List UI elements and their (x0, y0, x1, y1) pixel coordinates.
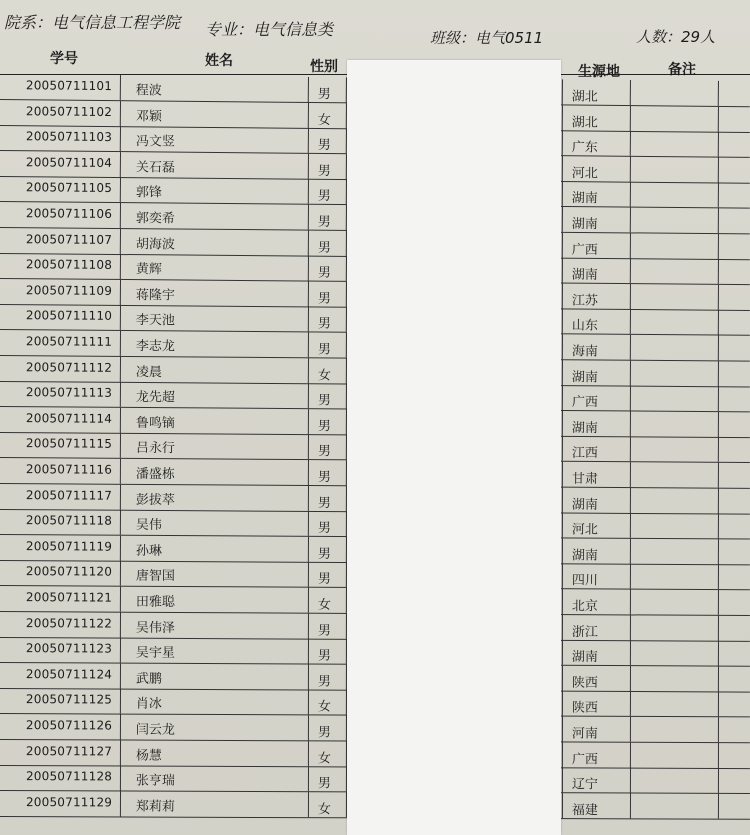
student-origin-cell: 广西 (571, 242, 598, 258)
student-origin-cell: 广西 (571, 395, 598, 411)
column-divider (120, 612, 121, 637)
column-divider (562, 105, 563, 130)
student-origin-cell: 湖南 (571, 267, 598, 284)
student-sex-cell: 男 (317, 342, 331, 358)
student-origin-cell: 陕西 (571, 675, 598, 691)
column-divider (718, 692, 719, 717)
column-divider (562, 487, 563, 512)
student-name-cell: 郑莉莉 (135, 799, 175, 815)
column-divider (718, 183, 719, 208)
column-divider (718, 514, 719, 539)
column-divider (562, 538, 563, 563)
student-sex-cell: 男 (317, 240, 331, 256)
student-id-cell: 20050711129 (25, 794, 113, 810)
column-divider (120, 177, 121, 202)
column-divider (120, 101, 121, 126)
student-id-cell: 20050711107 (25, 231, 113, 247)
column-divider (120, 433, 121, 458)
student-id-cell: 20050711127 (25, 743, 113, 759)
column-divider (718, 793, 719, 818)
column-divider (120, 663, 121, 688)
column-divider (630, 691, 631, 716)
student-id-cell: 20050711124 (25, 666, 113, 682)
column-divider (630, 589, 631, 614)
column-divider (120, 459, 121, 484)
student-sex-cell: 男 (317, 265, 331, 281)
column-divider (718, 463, 719, 488)
column-divider (718, 81, 719, 106)
student-sex-cell: 男 (317, 521, 331, 537)
sheet-header (0, 0, 750, 48)
student-name-cell: 杨慧 (135, 748, 162, 764)
column-divider (562, 156, 563, 181)
student-name-cell: 郭奕希 (135, 211, 175, 227)
student-name-cell: 彭拔萃 (135, 492, 175, 508)
student-origin-cell: 河南 (571, 726, 598, 742)
column-divider (630, 640, 631, 665)
student-origin-cell: 湖北 (571, 89, 598, 105)
student-sex-cell: 女 (317, 112, 331, 128)
student-name-cell: 凌晨 (135, 364, 162, 380)
column-divider (718, 768, 719, 793)
column-divider (308, 383, 309, 408)
student-origin-cell: 福建 (571, 802, 598, 819)
count-label: 人数：29人 (636, 28, 716, 46)
student-id-cell: 20050711128 (25, 769, 113, 784)
column-divider (630, 360, 631, 385)
column-divider (630, 411, 631, 436)
column-divider (718, 717, 719, 742)
student-sex-cell: 女 (317, 597, 331, 613)
student-sex-cell: 男 (317, 316, 331, 332)
student-origin-cell: 湖南 (571, 191, 598, 207)
column-divider (562, 640, 563, 665)
column-divider (562, 181, 563, 206)
column-divider (120, 561, 121, 586)
column-divider (562, 258, 563, 283)
column-divider (630, 284, 631, 309)
col-header-origin: 生源地 (578, 64, 620, 80)
student-sex-cell: 男 (317, 418, 331, 435)
column-divider (562, 283, 563, 308)
column-divider (308, 358, 309, 383)
student-id-cell: 20050711115 (25, 436, 113, 452)
student-id-cell: 20050711114 (25, 410, 113, 426)
student-name-cell: 吕永行 (135, 441, 175, 457)
column-divider (562, 767, 563, 792)
student-name-cell: 田雅聪 (135, 594, 175, 610)
student-name-cell: 李志龙 (135, 339, 175, 355)
column-divider (308, 613, 309, 638)
student-sex-cell: 男 (317, 87, 331, 103)
column-divider (630, 462, 631, 487)
student-origin-cell: 广东 (571, 140, 598, 156)
student-sex-cell: 男 (317, 648, 331, 664)
column-divider (630, 437, 631, 462)
column-divider (562, 665, 563, 690)
column-divider (718, 361, 719, 386)
column-divider (308, 179, 309, 204)
student-id-cell: 20050711122 (25, 615, 113, 631)
column-divider (630, 106, 631, 131)
student-origin-cell: 湖南 (571, 216, 598, 233)
column-divider (308, 792, 309, 817)
student-sex-cell: 女 (317, 801, 331, 818)
column-divider (308, 409, 309, 434)
column-divider (630, 564, 631, 589)
column-divider (308, 639, 309, 664)
student-sex-cell: 男 (317, 572, 331, 588)
column-divider (562, 513, 563, 538)
column-divider (120, 305, 121, 330)
column-divider (120, 356, 121, 381)
column-divider (630, 717, 631, 742)
column-divider (562, 716, 563, 741)
student-name-cell: 蒋隆宇 (135, 287, 175, 304)
column-divider (630, 615, 631, 640)
column-divider (308, 205, 309, 230)
column-divider (630, 768, 631, 793)
dept-label: 院系：电气信息工程学院 (4, 13, 181, 32)
column-divider (718, 641, 719, 666)
column-divider (718, 488, 719, 513)
column-divider (630, 742, 631, 767)
column-divider (120, 203, 121, 228)
column-divider (718, 437, 719, 462)
student-name-cell: 孙琳 (135, 543, 162, 559)
student-name-cell: 邓颖 (135, 108, 162, 125)
major-label: 专业：电气信息类 (205, 20, 334, 39)
column-divider (718, 564, 719, 589)
column-divider (308, 154, 309, 179)
column-divider (630, 80, 631, 105)
student-id-cell: 20050711119 (25, 538, 113, 554)
column-divider (718, 132, 719, 157)
student-id-cell: 20050711117 (25, 487, 113, 503)
student-id-cell: 20050711106 (25, 206, 113, 221)
student-origin-cell: 江西 (571, 446, 598, 462)
student-name-cell: 冯文竖 (135, 134, 175, 150)
column-divider (630, 258, 631, 283)
column-divider (718, 743, 719, 768)
student-id-cell: 20050711125 (25, 692, 113, 707)
column-divider (630, 182, 631, 207)
column-divider (120, 408, 121, 433)
student-sex-cell: 男 (317, 444, 331, 460)
student-sex-cell: 男 (317, 674, 331, 690)
student-id-cell: 20050711110 (25, 308, 113, 324)
student-name-cell: 吴伟泽 (135, 620, 175, 636)
privacy-cover-paper (347, 60, 561, 835)
student-name-cell: 吴宇星 (135, 645, 175, 662)
column-divider (308, 256, 309, 281)
student-origin-cell: 浙江 (571, 624, 598, 640)
student-name-cell: 武鹏 (135, 671, 162, 687)
column-divider (718, 335, 719, 360)
column-divider (718, 539, 719, 564)
column-divider (562, 79, 563, 104)
column-divider (120, 535, 121, 560)
column-divider (562, 232, 563, 257)
column-divider (630, 513, 631, 538)
student-id-cell: 20050711123 (25, 641, 113, 656)
column-divider (630, 488, 631, 513)
column-divider (120, 689, 121, 714)
student-origin-cell: 湖南 (571, 548, 598, 564)
student-id-cell: 20050711108 (25, 257, 113, 273)
student-origin-cell: 广西 (571, 751, 598, 768)
student-origin-cell: 陕西 (571, 701, 598, 717)
column-divider (562, 334, 563, 359)
student-sex-cell: 男 (317, 546, 331, 562)
student-name-cell: 潘盛栋 (135, 466, 175, 483)
student-sex-cell: 男 (317, 189, 331, 205)
column-divider (120, 484, 121, 509)
student-sex-cell: 男 (317, 393, 331, 409)
column-divider (718, 590, 719, 615)
student-id-cell: 20050711104 (25, 155, 113, 170)
column-divider (630, 309, 631, 334)
student-origin-cell: 湖北 (571, 114, 598, 131)
student-name-cell: 肖冰 (135, 697, 162, 713)
column-divider (308, 332, 309, 357)
student-id-cell: 20050711116 (25, 462, 113, 477)
student-name-cell: 胡海波 (135, 236, 175, 253)
col-header-name: 姓名 (205, 53, 233, 69)
student-sex-cell: 男 (317, 470, 331, 486)
column-divider (308, 766, 309, 791)
student-sex-cell: 女 (317, 750, 331, 766)
column-divider (308, 77, 309, 102)
student-origin-cell: 四川 (571, 573, 598, 589)
column-divider (630, 156, 631, 181)
student-name-cell: 吴伟 (135, 518, 162, 534)
student-sex-cell: 男 (317, 291, 331, 307)
student-id-cell: 20050711105 (25, 180, 113, 196)
student-name-cell: 龙先超 (135, 390, 175, 406)
column-divider (120, 75, 121, 100)
student-origin-cell: 湖南 (571, 420, 598, 436)
student-id-cell: 20050711121 (25, 590, 113, 605)
student-sex-cell: 男 (317, 725, 331, 741)
column-divider (630, 666, 631, 691)
student-origin-cell: 辽宁 (571, 777, 598, 793)
column-divider (308, 741, 309, 766)
student-sex-cell: 男 (317, 776, 331, 792)
col-header-id: 学号 (50, 51, 78, 67)
student-id-cell: 20050711102 (25, 103, 113, 119)
column-divider (562, 615, 563, 640)
student-name-cell: 鲁鸣镝 (135, 415, 175, 431)
column-divider (562, 436, 563, 461)
col-header-note: 备注 (668, 62, 696, 78)
student-name-cell: 关石磊 (135, 160, 175, 176)
column-divider (630, 793, 631, 818)
student-id-cell: 20050711101 (25, 78, 113, 94)
student-id-cell: 20050711112 (25, 359, 113, 375)
column-divider (308, 281, 309, 306)
student-sex-cell: 男 (317, 163, 331, 179)
student-origin-cell: 湖南 (571, 369, 598, 385)
column-divider (630, 386, 631, 411)
student-origin-cell: 湖南 (571, 650, 598, 666)
column-divider (120, 229, 121, 254)
column-divider (562, 130, 563, 155)
class-label: 班级：电气0511 (430, 29, 544, 47)
student-sex-cell: 男 (317, 138, 331, 154)
student-id-cell: 20050711109 (25, 283, 113, 298)
student-sex-cell: 男 (317, 495, 331, 511)
student-origin-cell: 山东 (571, 318, 598, 335)
column-divider (562, 589, 563, 614)
column-divider (120, 766, 121, 791)
student-name-cell: 唐智国 (135, 569, 175, 585)
column-divider (630, 233, 631, 258)
student-sex-cell: 男 (317, 623, 331, 639)
student-id-cell: 20050711126 (25, 718, 113, 733)
column-divider (120, 254, 121, 279)
column-divider (718, 234, 719, 259)
column-divider (308, 460, 309, 485)
column-divider (308, 588, 309, 613)
column-divider (120, 587, 121, 612)
col-header-sex: 性别 (310, 59, 338, 75)
student-origin-cell: 江苏 (571, 293, 598, 309)
column-divider (308, 562, 309, 587)
column-divider (718, 386, 719, 411)
column-divider (308, 434, 309, 459)
student-origin-cell: 北京 (571, 599, 598, 615)
column-divider (308, 715, 309, 740)
student-sex-cell: 女 (317, 367, 331, 384)
column-divider (718, 310, 719, 335)
column-divider (308, 664, 309, 689)
student-id-cell: 20050711113 (25, 385, 113, 400)
student-origin-cell: 河北 (571, 165, 598, 182)
student-name-cell: 闫云龙 (135, 722, 175, 738)
column-divider (562, 462, 563, 487)
column-divider (308, 690, 309, 715)
student-name-cell: 郭锋 (135, 185, 162, 201)
column-divider (562, 309, 563, 334)
column-divider (120, 740, 121, 765)
student-name-cell: 张亨瑞 (135, 773, 175, 789)
column-divider (630, 207, 631, 232)
student-id-cell: 20050711111 (25, 334, 113, 349)
column-divider (630, 335, 631, 360)
column-divider (562, 360, 563, 385)
student-origin-cell: 河北 (571, 522, 598, 538)
column-divider (308, 102, 309, 127)
column-divider (718, 615, 719, 640)
student-name-cell: 程波 (135, 83, 162, 99)
student-id-cell: 20050711103 (25, 129, 113, 145)
column-divider (308, 230, 309, 255)
column-divider (718, 666, 719, 691)
student-sex-cell: 男 (317, 214, 331, 230)
column-divider (308, 307, 309, 332)
column-divider (120, 382, 121, 407)
column-divider (120, 791, 121, 816)
column-divider (120, 638, 121, 663)
student-origin-cell: 甘肃 (571, 471, 598, 487)
column-divider (308, 128, 309, 153)
student-name-cell: 李天池 (135, 313, 175, 329)
column-divider (120, 510, 121, 535)
column-divider (630, 538, 631, 563)
column-divider (120, 331, 121, 356)
column-divider (308, 537, 309, 562)
column-divider (718, 259, 719, 284)
column-divider (718, 157, 719, 182)
column-divider (120, 280, 121, 305)
column-divider (120, 715, 121, 740)
student-id-cell: 20050711120 (25, 564, 113, 580)
column-divider (562, 564, 563, 589)
student-sex-cell: 女 (317, 699, 331, 715)
column-divider (562, 793, 563, 818)
column-divider (120, 152, 121, 177)
column-divider (562, 691, 563, 716)
column-divider (718, 208, 719, 233)
column-divider (562, 411, 563, 436)
column-divider (630, 131, 631, 156)
column-divider (562, 385, 563, 410)
column-divider (562, 742, 563, 767)
student-origin-cell: 湖南 (571, 497, 598, 513)
student-origin-cell: 海南 (571, 344, 598, 360)
column-divider (718, 284, 719, 309)
student-id-cell: 20050711118 (25, 513, 113, 528)
column-divider (562, 207, 563, 232)
student-name-cell: 黄辉 (135, 262, 162, 278)
column-divider (120, 126, 121, 151)
column-divider (718, 106, 719, 131)
column-divider (718, 412, 719, 437)
column-divider (308, 486, 309, 511)
column-divider (308, 511, 309, 536)
